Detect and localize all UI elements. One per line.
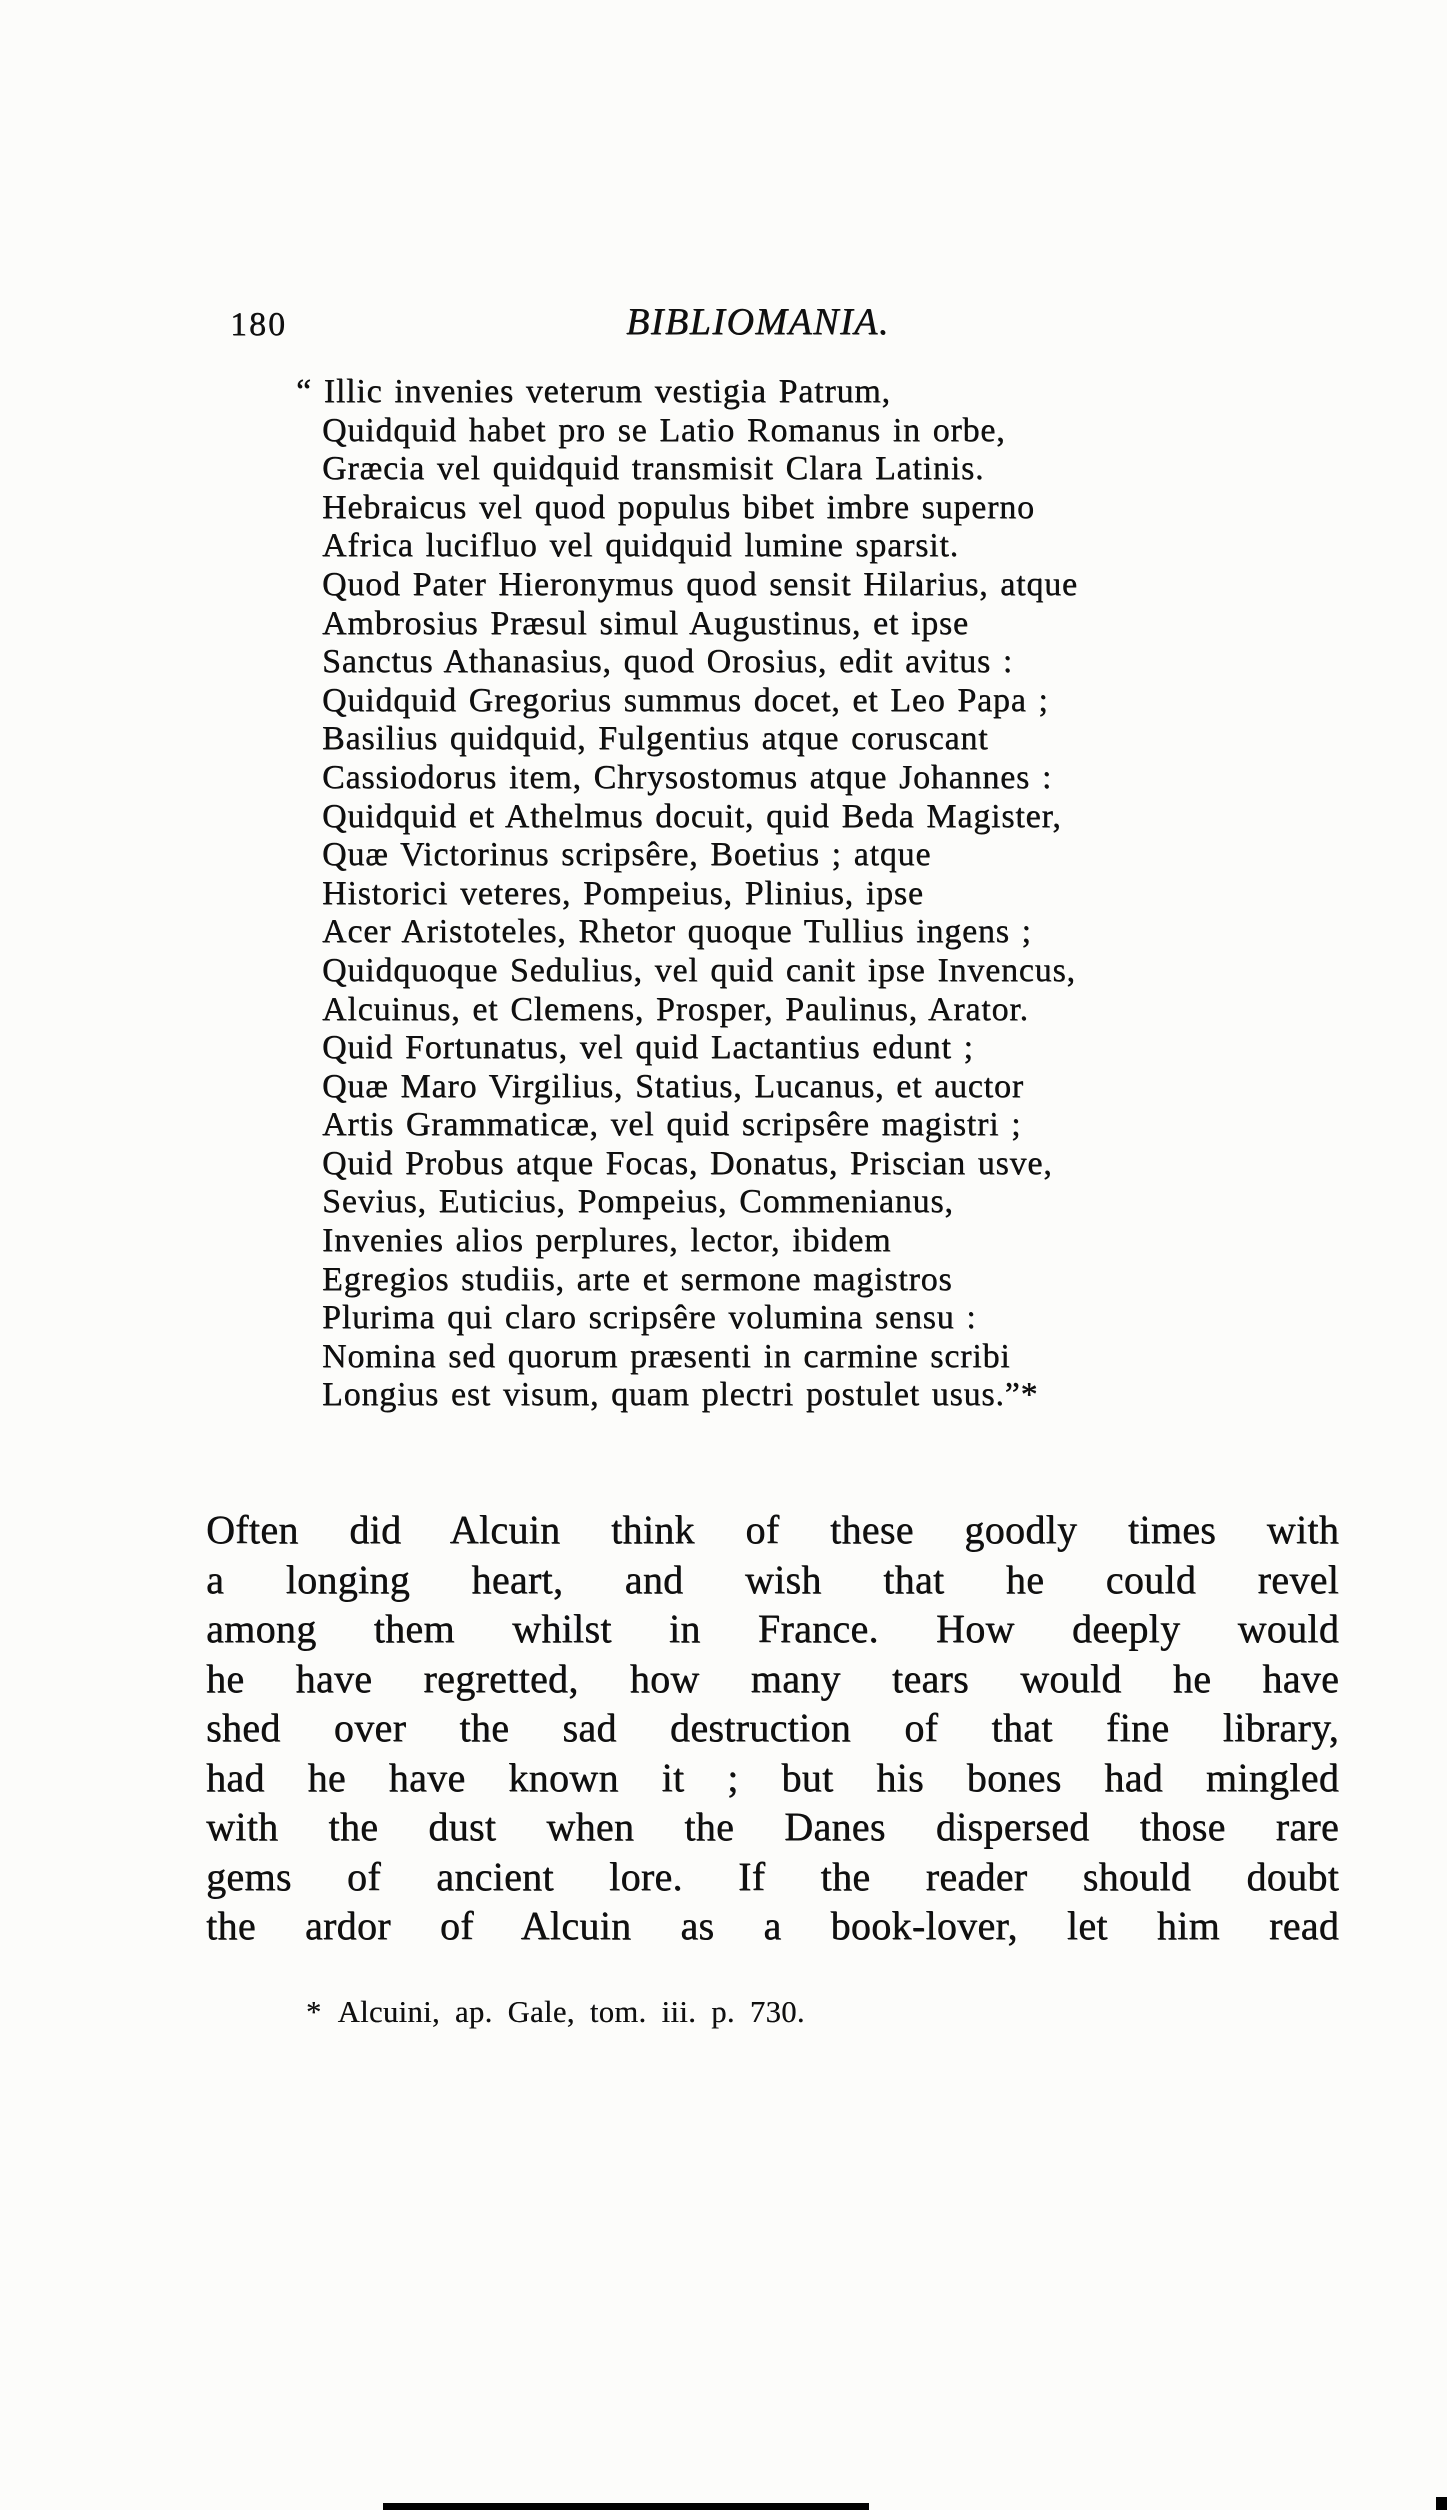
poem-line: Græcia vel quidquid transmisit Clara Latinis. [322, 450, 985, 488]
poem-line: Basilius quidquid, Fulgentius atque coruscant [322, 720, 989, 758]
scan-artifact-corner [1436, 2497, 1447, 2510]
paragraph-line: gems of ancient lore. If the reader should doubt [206, 1853, 1339, 1899]
poem-line: Invenies alios perplures, lector, ibidem [322, 1222, 892, 1260]
running-head-title: BIBLIOMANIA. [626, 301, 890, 343]
poem-line: Quæ Victorinus scripsêre, Boetius ; atque [322, 836, 932, 874]
poem-line: Historici veteres, Pompeius, Plinius, ipse [322, 874, 924, 912]
poem-line: Egregios studiis, arte et sermone magistros [322, 1260, 953, 1298]
poem-line: Ambrosius Præsul simul Augustinus, et ipse [322, 604, 969, 642]
poem-line: Alcuinus, et Clemens, Prosper, Paulinus, Arator. [322, 990, 1029, 1028]
footnote-marker: * [306, 1995, 322, 2029]
paragraph-line: shed over the sad destruction of that fine library, [206, 1705, 1339, 1750]
paragraph-line: he have regretted, how many tears would he have [206, 1655, 1339, 1701]
poem-line: Quidquid habet pro se Latio Romanus in orbe, [322, 411, 1006, 449]
poem-line: Sevius, Euticius, Pompeius, Commenianus, [322, 1183, 954, 1221]
paragraph-line: had he have known it ; but his bones had mingled [206, 1754, 1339, 1800]
paragraph-line: the ardor of Alcuin as a book-lover, let him read [206, 1903, 1339, 1948]
poem-line: Artis Grammaticæ, vel quid scripsêre magistri ; [322, 1106, 1022, 1144]
poem-line: Africa lucifluo vel quidquid lumine sparsit. [322, 527, 959, 565]
body-paragraph [206, 1505, 1339, 1951]
poem-line: Hebraicus vel quod populus bibet imbre superno [322, 488, 1035, 526]
paragraph-line: Often did Alcuin think of these goodly times with [206, 1507, 1339, 1552]
poem-line: “ Illic invenies veterum vestigia Patrum, [296, 373, 891, 410]
page-number: 180 [230, 306, 287, 343]
paragraph-line: among them whilst in France. How deeply would [206, 1606, 1339, 1651]
poem-line: Longius est visum, quam plectri postulet usus.”* [322, 1376, 1039, 1414]
poem-line: Nomina sed quorum præsenti in carmine scribi [322, 1337, 1011, 1375]
poem-line: Plurima qui claro scripsêre volumina sensu : [322, 1299, 977, 1337]
scan-artifact-bottom-bar [383, 2503, 869, 2510]
paragraph-line: a longing heart, and wish that he could revel [206, 1556, 1339, 1602]
poem-line: Quidquoque Sedulius, vel quid canit ipse Invencus, [322, 951, 1076, 989]
latin-poem-quotation [296, 373, 1312, 1415]
poem-line: Quæ Maro Virgilius, Statius, Lucanus, et auctor [322, 1067, 1024, 1105]
poem-line: Quod Pater Hieronymus quod sensit Hilarius, atque [322, 565, 1078, 603]
poem-line: Quid Fortunatus, vel quid Lactantius edunt ; [322, 1029, 974, 1067]
poem-line: Sanctus Athanasius, quod Orosius, edit avitus : [322, 643, 1014, 681]
poem-line: Quidquid Gregorius summus docet, et Leo Papa ; [322, 681, 1049, 719]
poem-line: Quidquid et Athelmus docuit, quid Beda Magister, [322, 797, 1062, 835]
paragraph-line: with the dust when the Danes dispersed those rare [206, 1804, 1339, 1849]
footnote [306, 1995, 805, 2030]
poem-line: Cassiodorus item, Chrysostomus atque Johannes : [322, 758, 1053, 796]
poem-line: Acer Aristoteles, Rhetor quoque Tullius ingens ; [322, 913, 1032, 951]
footnote-text: Alcuini, ap. Gale, tom. iii. p. 730. [337, 1995, 805, 2029]
poem-line: Quid Probus atque Focas, Donatus, Priscian usve, [322, 1144, 1053, 1182]
